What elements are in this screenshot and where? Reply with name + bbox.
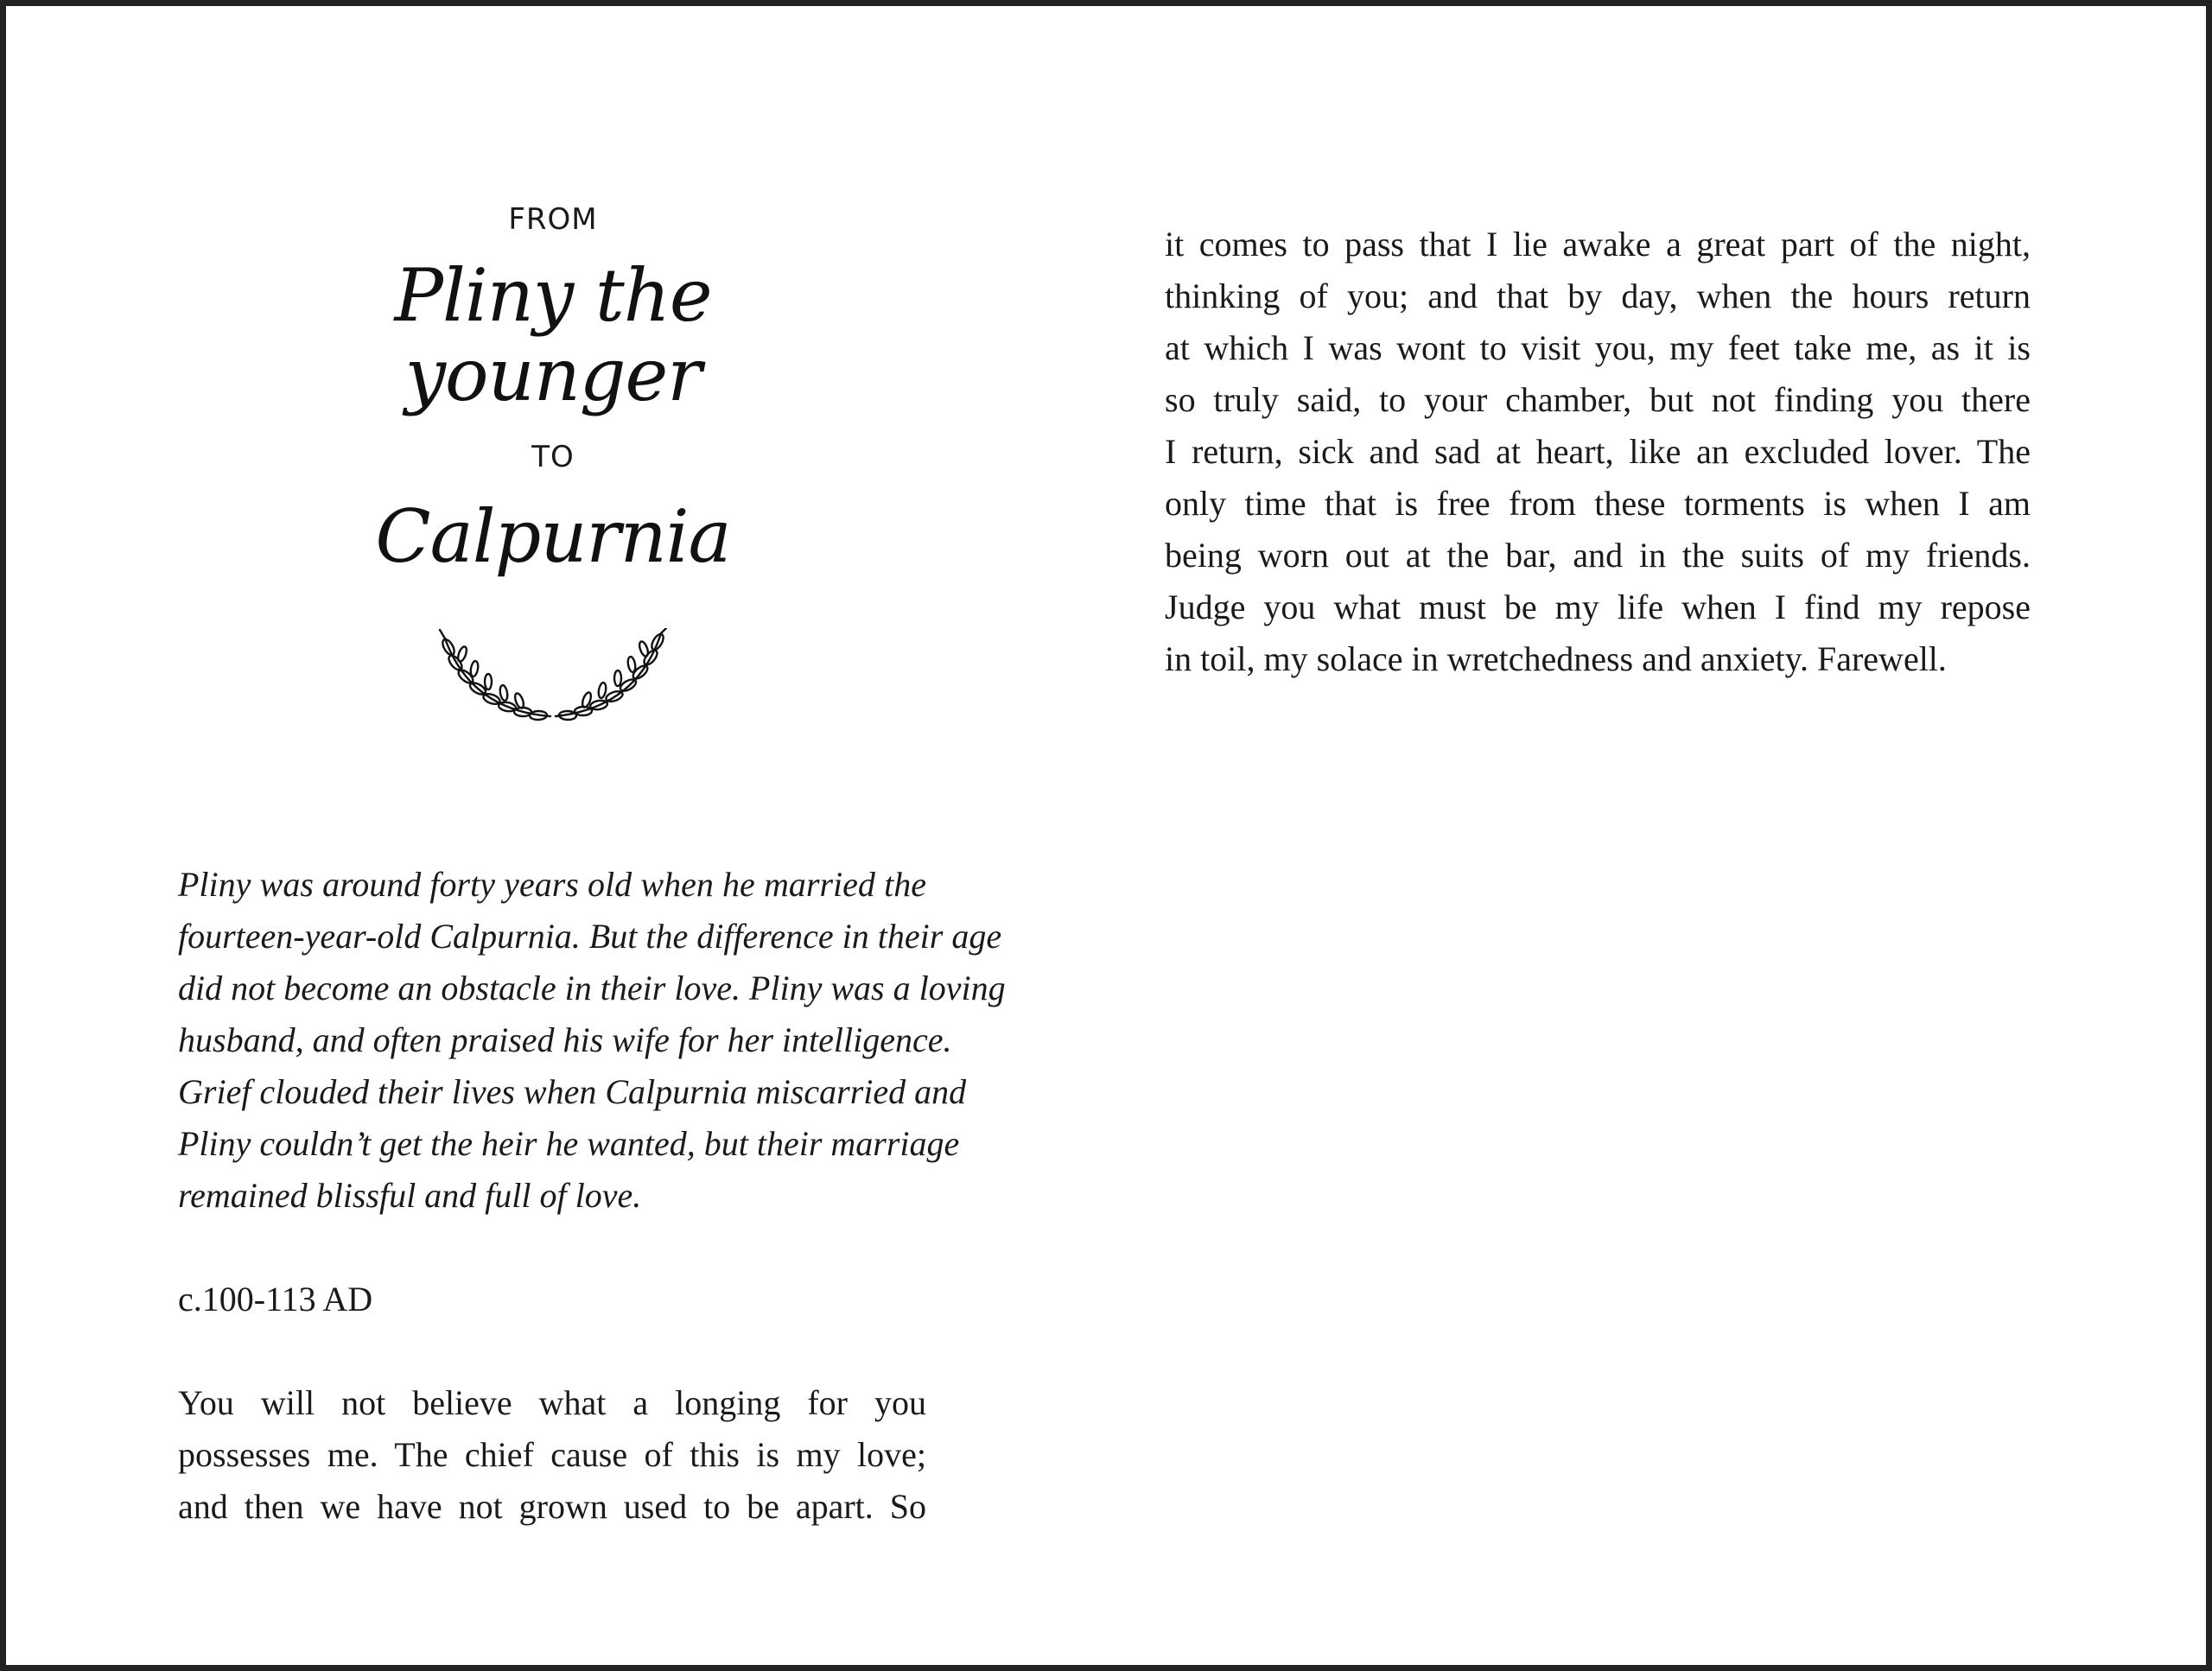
intro-line: Pliny couldn’t get the heir he wanted, but their marriage [178, 1124, 960, 1163]
letter-line: it comes to pass that I lie awake a great part of the night, [1165, 225, 2031, 264]
intro-line: fourteen-year-old Calpurnia. But the difference in their age [178, 917, 1002, 956]
letter-heading [259, 190, 847, 732]
letter-date: c.100-113 AD [178, 1280, 373, 1318]
to-label: TO [531, 439, 575, 474]
letter-line: only time that is free from these torments is when I am [1165, 484, 2031, 523]
intro-line: Pliny was around forty years old when he married the [178, 865, 926, 904]
intro-line: Grief clouded their lives when Calpurnia miscarried and [178, 1072, 967, 1111]
intro-line: did not become an obstacle in their love. Pliny was a loving [178, 969, 1006, 1007]
letter-line: being worn out at the bar, and in the suits of my friends. [1165, 536, 2031, 575]
from-label: FROM [508, 202, 598, 237]
laurel-wreath-icon [436, 628, 670, 732]
letter-line: in toil, my solace in wretchedness and anxiety. Farewell. [1165, 639, 1947, 678]
intro-paragraph [178, 859, 1006, 1222]
intro-line: remained blissful and full of love. [178, 1176, 642, 1215]
letter-body-right [1165, 219, 2031, 685]
letter-line: You will not believe what a longing for you [178, 1383, 926, 1422]
intro-line: husband, and often praised his wife for her intelligence. [178, 1020, 952, 1059]
letter-line: at which I was wont to visit you, my feet take me, as it is [1165, 328, 2031, 367]
letter-body-left [178, 1377, 926, 1533]
letter-line: so truly said, to your chamber, but not finding you there [1165, 380, 2031, 419]
letter-line: possesses me. The chief cause of this is my love; [178, 1435, 926, 1474]
letter-line: Judge you what must be my life when I find my repose [1165, 588, 2031, 626]
recipient-name: Calpurnia [375, 493, 731, 579]
letter-line: and then we have not grown used to be apart. So [178, 1487, 926, 1526]
sender-name: Pliny the younger [394, 253, 712, 418]
letter-line: thinking of you; and that by day, when the hours return [1165, 276, 2031, 315]
letter-line: I return, sick and sad at heart, like an excluded lover. The [1165, 432, 2031, 471]
